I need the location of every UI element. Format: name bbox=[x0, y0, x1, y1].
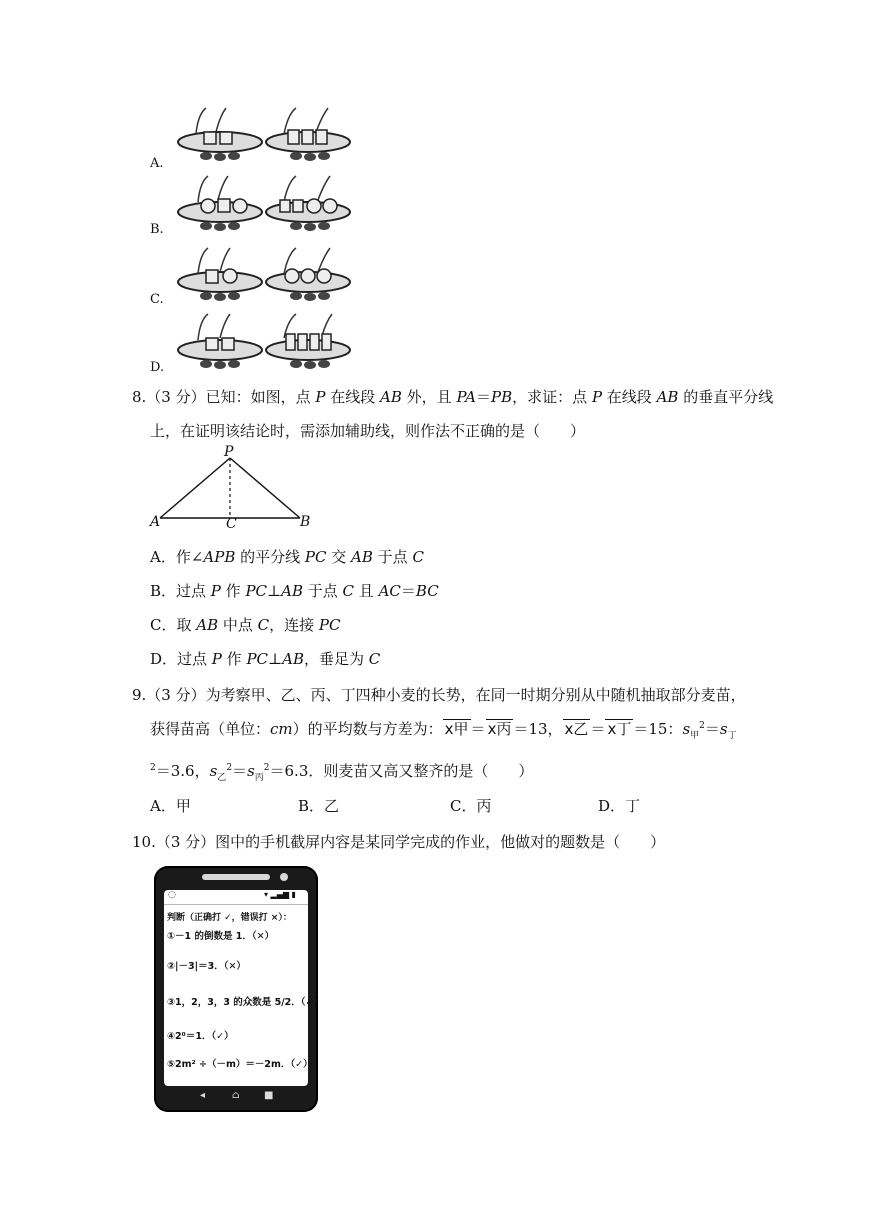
q9-xbar-yi: x乙 bbox=[564, 720, 589, 738]
q9-text: ＝13， bbox=[513, 720, 563, 738]
q9-s-yi: s bbox=[209, 762, 218, 780]
phone-status-bar bbox=[164, 890, 308, 905]
opt-var: APB bbox=[203, 548, 236, 566]
opt-var: PC bbox=[318, 616, 341, 634]
q8-option-a bbox=[150, 546, 424, 567]
label-p: P bbox=[224, 444, 234, 460]
q9-xbar-bing: x丙 bbox=[487, 720, 512, 738]
q9-sup: 2 bbox=[226, 763, 233, 773]
opt-text: ，连接 bbox=[269, 616, 319, 634]
q9-option-c: C．丙 bbox=[450, 797, 492, 815]
q8-text: 的垂直平分线 bbox=[678, 388, 774, 406]
phone-item-1: ①－1 的倒数是 1．（✕） bbox=[167, 931, 275, 942]
phone-speaker bbox=[202, 874, 270, 880]
q9-unit: cm bbox=[270, 720, 293, 738]
chat-icon: ◌ bbox=[168, 890, 176, 900]
q8-text: 在线段 bbox=[602, 388, 657, 406]
q8-stem-line1 bbox=[132, 386, 773, 407]
q9-s-bing: s bbox=[247, 762, 255, 780]
opt-var: C bbox=[257, 616, 270, 634]
q8-var: PB bbox=[491, 388, 513, 406]
q8-text: 外，且 bbox=[401, 388, 457, 406]
q8-text: 在线段 bbox=[325, 388, 381, 406]
opt-text: ＝ bbox=[400, 582, 416, 600]
q8-var: AB bbox=[656, 388, 679, 406]
q9-option-d: D．丁 bbox=[598, 797, 641, 815]
q8-text: ，求证：点 bbox=[512, 388, 592, 406]
q8-var: P bbox=[591, 388, 603, 406]
opt-text: ⊥ bbox=[267, 582, 282, 600]
q9-sup: 2 bbox=[150, 763, 156, 773]
opt-var: C bbox=[412, 548, 424, 566]
opt-var: AB bbox=[281, 582, 303, 600]
q9-text: ＝6.3．则麦苗又高又整齐的是（ ） bbox=[269, 762, 534, 780]
back-icon: ◂ bbox=[200, 1090, 206, 1101]
q7-option-a-letter: A. bbox=[150, 156, 164, 171]
opt-var: C bbox=[342, 582, 355, 600]
q9-stem-line1: 9.（3 分）为考察甲、乙、丙、丁四种小麦的长势，在同一时期分别从中随机抽取部分麦苗， bbox=[132, 686, 746, 704]
opt-var: BC bbox=[415, 582, 439, 600]
q9-sub: 丙 bbox=[254, 773, 264, 783]
q10-phone-image bbox=[154, 866, 323, 1112]
opt-var: P bbox=[211, 650, 222, 668]
q7-option-a-image bbox=[176, 104, 352, 164]
q8-var: AB bbox=[380, 388, 402, 406]
label-b: B bbox=[300, 514, 311, 530]
q9-text: ＝15： bbox=[633, 720, 683, 738]
opt-var: PC bbox=[246, 650, 269, 668]
q9-text: 获得苗高（单位： bbox=[150, 720, 271, 738]
q7-option-d-image bbox=[176, 310, 352, 370]
opt-var: P bbox=[210, 582, 221, 600]
opt-text: 于点 bbox=[302, 582, 343, 600]
q9-option-b: B．乙 bbox=[298, 797, 340, 815]
opt-var: AC bbox=[378, 582, 401, 600]
opt-var: AB bbox=[351, 548, 373, 566]
opt-text: 作 bbox=[221, 650, 247, 668]
opt-text: A．作∠ bbox=[150, 548, 204, 566]
opt-text: B．过点 bbox=[150, 582, 211, 600]
q9-s-jia: s bbox=[682, 720, 691, 738]
opt-text: 中点 bbox=[218, 616, 258, 634]
q7-option-b-image bbox=[176, 172, 352, 232]
opt-text: 于点 bbox=[372, 548, 413, 566]
signal-icon: ▾ ▂▄▆ ▮ bbox=[264, 890, 296, 899]
q8-text: 8.（3 分）已知：如图，点 bbox=[132, 388, 316, 406]
recent-apps-icon: ■ bbox=[264, 1090, 274, 1101]
segment-pb bbox=[230, 458, 300, 518]
label-a: A bbox=[150, 514, 161, 530]
q8-var: PA bbox=[456, 388, 477, 406]
q10-stem: 10.（3 分）图中的手机截屏内容是某同学完成的作业，他做对的题数是（ ） bbox=[132, 833, 666, 851]
opt-text: 作 bbox=[220, 582, 246, 600]
q9-text: ＝ bbox=[470, 720, 486, 738]
q9-xbar-jia: x甲 bbox=[444, 720, 469, 738]
q7-option-d-letter: D. bbox=[150, 360, 165, 375]
q8-text: ＝ bbox=[476, 388, 492, 406]
opt-var: C bbox=[368, 650, 381, 668]
opt-text: 的平分线 bbox=[235, 548, 305, 566]
phone-item-2: ②|－3|＝3．（✕） bbox=[167, 961, 246, 972]
q9-sub: 丁 bbox=[727, 731, 737, 741]
opt-var: PC bbox=[304, 548, 327, 566]
q8-var: P bbox=[315, 388, 326, 406]
q9-sup: 2 bbox=[699, 721, 705, 731]
q9-option-a: A．甲 bbox=[150, 797, 191, 815]
q9-sub: 乙 bbox=[217, 773, 227, 783]
q7-option-c-image bbox=[176, 244, 352, 304]
home-icon: ⌂ bbox=[232, 1090, 240, 1101]
phone-item-5: ⑤2m² ÷（－m）＝－2m．（✓） bbox=[167, 1059, 313, 1070]
q7-option-c-letter: C. bbox=[150, 292, 164, 307]
q9-stem-line3 bbox=[150, 760, 533, 783]
opt-text: 且 bbox=[354, 582, 379, 600]
phone-item-3: ③1，2，3，3 的众数是 5/2．（✓） bbox=[167, 997, 323, 1008]
opt-var: AB bbox=[196, 616, 219, 634]
q7-option-b-letter: B. bbox=[150, 222, 164, 237]
opt-text: ，垂足为 bbox=[303, 650, 369, 668]
opt-text: 交 bbox=[326, 548, 352, 566]
q9-sub: 甲 bbox=[690, 731, 700, 741]
opt-text: D．过点 bbox=[150, 650, 212, 668]
opt-text: ⊥ bbox=[268, 650, 283, 668]
phone-header: 判断（正确打 ✓，错误打 ×）： bbox=[167, 913, 292, 923]
q9-sup: 2 bbox=[263, 763, 270, 773]
q9-stem-line2 bbox=[150, 718, 737, 741]
q8-option-d bbox=[150, 648, 380, 669]
phone-nav-bar bbox=[164, 1090, 308, 1106]
q8-stem-line2: 上，在证明该结论时，需添加辅助线，则作法不正确的是（ ） bbox=[150, 422, 586, 440]
label-c: C bbox=[226, 516, 237, 532]
phone-camera bbox=[280, 873, 288, 881]
q9-text: ＝ bbox=[590, 720, 606, 738]
q9-text: ＝ bbox=[232, 762, 248, 780]
phone-item-4: ④2⁰＝1．（✓） bbox=[167, 1031, 234, 1042]
phone-screen bbox=[164, 890, 323, 1086]
q8-option-c bbox=[150, 614, 341, 635]
q9-text: ＝ bbox=[704, 720, 720, 738]
q9-s-ding: s bbox=[719, 720, 728, 738]
opt-var: AB bbox=[282, 650, 304, 668]
q8-option-b bbox=[150, 580, 439, 601]
segment-pa bbox=[160, 458, 230, 518]
q9-xbar-ding: x丁 bbox=[607, 720, 632, 738]
q9-text: ）的平均数与方差为： bbox=[292, 720, 443, 738]
opt-text: C．取 bbox=[150, 616, 197, 634]
opt-var: PC bbox=[245, 582, 268, 600]
q9-text: ＝3.6， bbox=[155, 762, 210, 780]
